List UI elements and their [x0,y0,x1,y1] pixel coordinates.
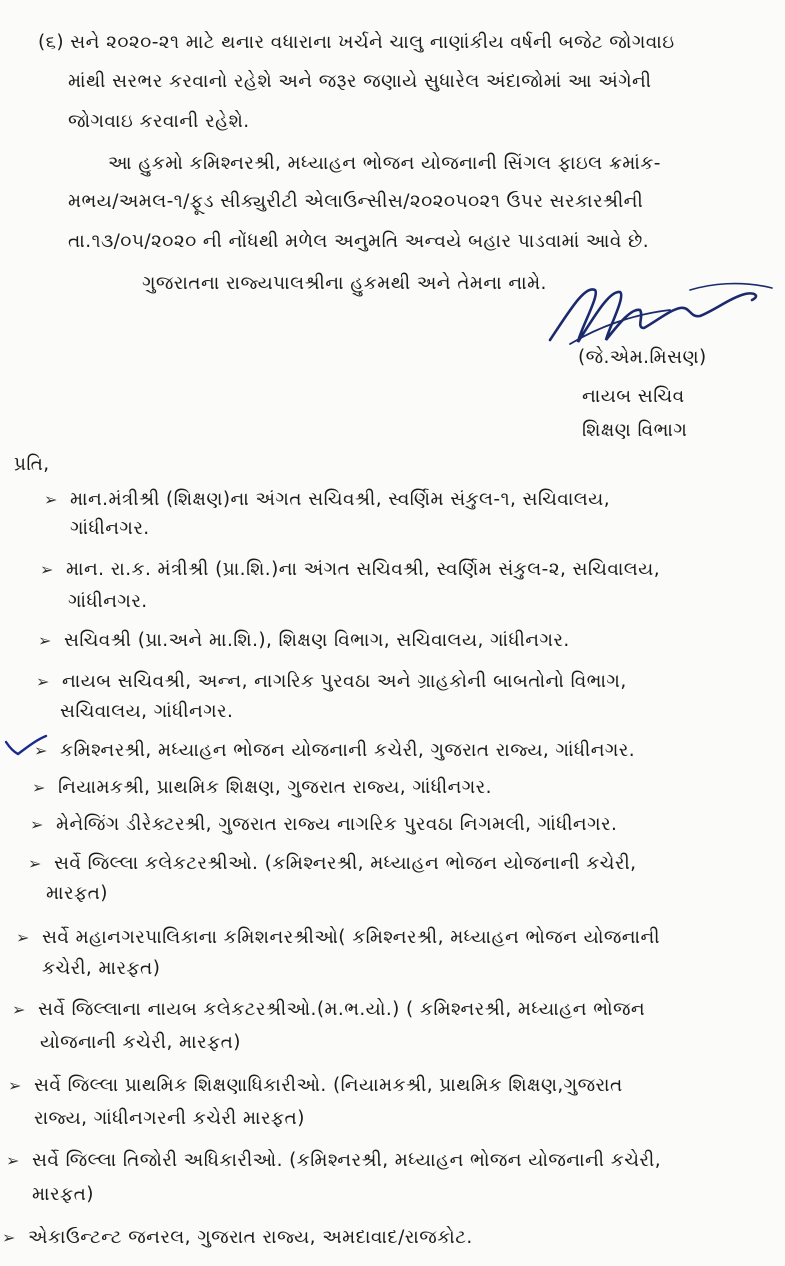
arrow-bullet-icon: ➢ [34,741,48,760]
recipient-1-cont: ગાંધીનગર. [70,518,150,539]
recipient-13: ➢ એકાઉન્ટન્ટ જનરલ, ગુજરાત રાજ્ય, અમદાવાદ/રાજકોટ. [2,1225,473,1251]
governor-line: ગુજરાતના રાજ્યપાલશ્રીના હુકમથી અને તેમના નામે. [142,273,547,294]
recipient-4-cont: સચિવાલય, ગાંધીનગર. [60,701,234,722]
signatory-department: શિક્ષણ વિભાગ [582,420,688,441]
recipient-8-cont: મારફત) [46,883,108,904]
signatory-name: (જે.એમ.મિસણ) [578,347,707,368]
arrow-bullet-icon: ➢ [16,928,30,947]
recipient-1: ➢ માન.મંત્રીશ્રી (શિક્ષણ)ના અંગત સચિવશ્રી, સ્વર્ણિમ સંકુલ-૧, સચિવાલય, [44,487,610,513]
recipient-5: ➢ કમિશ્નરશ્રી, મધ્યાહન ભોજન યોજનાની કચેરી, ગુજરાત રાજ્ય, ગાંધીનગર. [34,738,635,764]
recipient-2-cont: ગાંધીનગર. [68,591,148,612]
recipient-9: ➢ સર્વે મહાનગરપાલિકાના કમિશનરશ્રીઓ( કમિશ્નરશ્રી, મધ્યાહન ભોજન યોજનાની [16,925,660,951]
recipient-3: ➢ સચિવશ્રી (પ્રા.અને મા.શિ.), શિક્ષણ વિભાગ, સચિવાલય, ગાંધીનગર. [38,628,570,654]
recipient-11: ➢ સર્વે જિલ્લા પ્રાથમિક શિક્ષણાધિકારીઓ. (નિયામકશ્રી, પ્રાથમિક શિક્ષણ,ગુજરાત [8,1073,623,1099]
arrow-bullet-icon: ➢ [6,1151,20,1170]
recipient-9-cont: કચેરી, મારફત) [42,958,161,979]
recipient-8: ➢ સર્વે જિલ્લા કલેકટરશ્રીઓ. (કમિશ્નરશ્રી, મધ્યાહન ભોજન યોજનાની કચેરી, [28,851,636,877]
recipient-4: ➢ નાયબ સચિવશ્રી, અન્ન, નાગરિક પુરવઠા અને ગ્રાહકોની બાબતોનો વિભાગ, [36,669,627,695]
order-line-3: તા.૧૩/૦૫/૨૦૨૦ ની નોંધથી મળેલ અનુમતિ અન્વયે બહાર પાડવામાં આવે છે. [68,231,650,252]
arrow-bullet-icon: ➢ [2,1228,16,1247]
arrow-bullet-icon: ➢ [32,778,46,797]
arrow-bullet-icon: ➢ [44,490,58,509]
recipient-12-cont: મારફત) [32,1184,94,1205]
arrow-bullet-icon: ➢ [38,631,52,650]
arrow-bullet-icon: ➢ [40,560,54,579]
order-line-2: મભય/અમલ-૧/ફૂડ સીક્યુરીટી એલાઉન્સીસ/૨૦૨૦૫૦૨૧ ઉપર સરકારશ્રીની [68,191,644,212]
arrow-bullet-icon: ➢ [28,854,42,873]
para6-line-3: જોગવાઇ કરવાની રહેશે. [68,111,250,132]
recipient-11-cont: રાજ્ય, ગાંધીનગરની કચેરી મારફત) [34,1108,305,1129]
recipient-7: ➢ મેનેજિંગ ડીરેક્ટરશ્રી, ગુજરાત રાજ્ય નાગરિક પુરવઠા નિગમલી, ગાંધીનગર. [30,812,617,838]
order-line-1: આ હુકમો કમિશ્નરશ્રી, મધ્યાહન ભોજન યોજનાની સિંગલ ફાઇલ ક્રમાંક- [108,153,661,174]
recipient-10-cont: યોજનાની કચેરી, મારફત) [40,1032,241,1053]
para6-line-2: માંથી સરભર કરવાનો રહેશે અને જરૂર જણાયે સુધારેલ અંદાજોમાં આ અંગેની [68,71,652,92]
arrow-bullet-icon: ➢ [36,672,50,691]
arrow-bullet-icon: ➢ [12,1000,26,1019]
recipient-10: ➢ સર્વે જિલ્લાના નાયબ કલેકટરશ્રીઓ.(મ.ભ.યો.) ( કમિશ્નરશ્રી, મધ્યાહન ભોજન [12,997,645,1023]
arrow-bullet-icon: ➢ [8,1076,22,1095]
para6-line-1: (૬) સને ૨૦૨૦-૨૧ માટે થનાર વધારાના ખર્ચને ચાલુ નાણાંકીય વર્ષની બજેટ જોગવાઇ [38,32,675,53]
signatory-designation: નાયબ સચિવ [582,386,685,407]
to-label: પ્રતિ, [14,454,50,475]
recipient-2: ➢ માન. રા.ક. મંત્રીશ્રી (પ્રા.શિ.)ના અંગત સચિવશ્રી, સ્વર્ણિમ સંકુલ-૨, સચિવાલય, [40,557,660,583]
arrow-bullet-icon: ➢ [30,815,44,834]
recipient-12: ➢ સર્વે જિલ્લા તિજોરી અધિકારીઓ. (કમિશ્નરશ્રી, મધ્યાહન ભોજન યોજનાની કચેરી, [6,1148,661,1174]
recipient-6: ➢ નિયામકશ્રી, પ્રાથમિક શિક્ષણ, ગુજરાત રાજ્ય, ગાંધીનગર. [32,775,492,801]
